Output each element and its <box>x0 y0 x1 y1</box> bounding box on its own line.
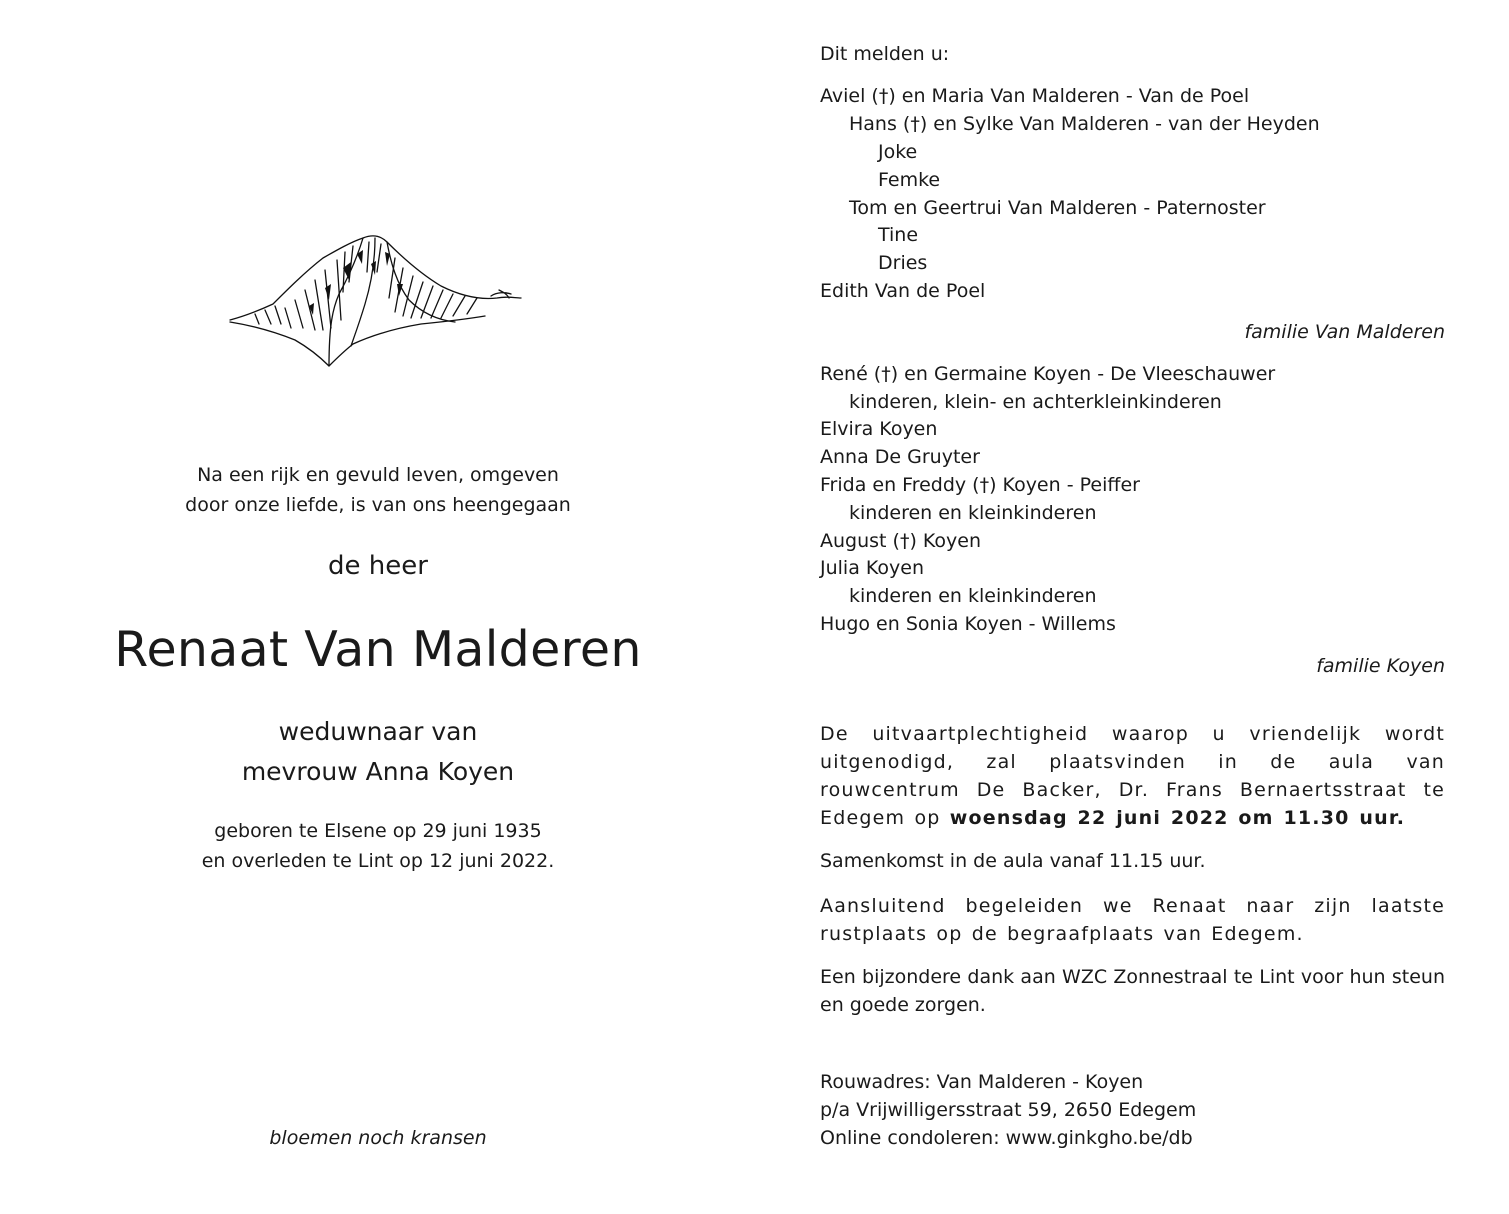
family-member: Dries <box>878 252 928 274</box>
family-member: Hans (†) en Sylke Van Malderen - van der Heyden <box>849 113 1320 135</box>
widower-of <box>0 712 756 792</box>
widow-line-1: weduwnaar van <box>278 717 478 746</box>
family-member: Elvira Koyen <box>820 418 938 440</box>
life-dates <box>0 816 756 876</box>
family-member: Edith Van de Poel <box>820 280 986 302</box>
family-member: Julia Koyen <box>820 557 924 579</box>
address-line-1: Rouwadres: Van Malderen - Koyen <box>820 1071 1144 1093</box>
deceased-name: Renaat Van Malderen <box>114 621 642 678</box>
family-member: Femke <box>878 169 941 191</box>
family-signature-van-malderen: familie Van Malderen <box>1244 321 1445 343</box>
intro-line-1: Na een rijk en gevuld leven, omgeven <box>197 464 559 486</box>
family-member: Frida en Freddy (†) Koyen - Peiffer <box>820 474 1140 496</box>
widow-line-2: mevrouw Anna Koyen <box>241 757 515 786</box>
intro-line-2: door onze liefde, is van ons heengegaan <box>185 494 571 516</box>
address-line-2: p/a Vrijwilligersstraat 59, 2650 Edegem <box>820 1099 1197 1121</box>
family-member: August (†) Koyen <box>820 530 982 552</box>
family-member: Tom en Geertrui Van Malderen - Paternoster <box>849 197 1266 219</box>
ceremony-text: De uitvaartplechtigheid waarop u vriendelijk wordt uitgenodigd, zal plaatsvinden in de aula van rouwcentrum De Backer, Dr. Frans Bernaertsstraat te Edegem op <box>820 723 1445 829</box>
family-member: René (†) en Germaine Koyen - De Vleeschauwer <box>820 363 1276 385</box>
family-signature-koyen: familie Koyen <box>1316 655 1445 677</box>
family-member: kinderen, klein- en achterkleinkinderen <box>849 391 1222 413</box>
birth-line: geboren te Elsene op 29 juni 1935 <box>214 820 542 842</box>
honorific: de heer <box>328 551 428 581</box>
address-line-3: Online condoleren: www.ginkgho.be/db <box>820 1127 1193 1149</box>
announcement: Dit melden u: <box>820 43 950 65</box>
death-line: en overleden te Lint op 12 juni 2022. <box>201 850 555 872</box>
intro-text <box>0 460 756 520</box>
family-member: Hugo en Sonia Koyen - Willems <box>820 613 1116 635</box>
family-member: kinderen en kleinkinderen <box>849 502 1097 524</box>
family-member: Aviel (†) en Maria Van Malderen - Van de Poel <box>820 85 1250 107</box>
family-member: Anna De Gruyter <box>820 446 980 468</box>
gathering-text: Samenkomst in de aula vanaf 11.15 uur. <box>820 850 1206 872</box>
right-panel <box>820 0 1445 1214</box>
thanks-text: Een bijzondere dank aan WZC Zonnestraal te Lint voor hun steun en goede zorgen. <box>820 966 1445 1016</box>
family-member: Joke <box>878 141 918 163</box>
family-member: Tine <box>878 224 919 246</box>
ceremony-paragraph <box>820 720 1445 832</box>
flowers-note: bloemen noch kransen <box>269 1127 487 1149</box>
mountain-illustration <box>225 228 525 373</box>
burial-text: Aansluitend begeleiden we Renaat naar zijn laatste rustplaats op de begraafplaats van Edegem. <box>820 895 1445 945</box>
family-member: kinderen en kleinkinderen <box>849 585 1097 607</box>
ceremony-date: woensdag 22 juni 2022 om 11.30 uur. <box>949 807 1406 829</box>
